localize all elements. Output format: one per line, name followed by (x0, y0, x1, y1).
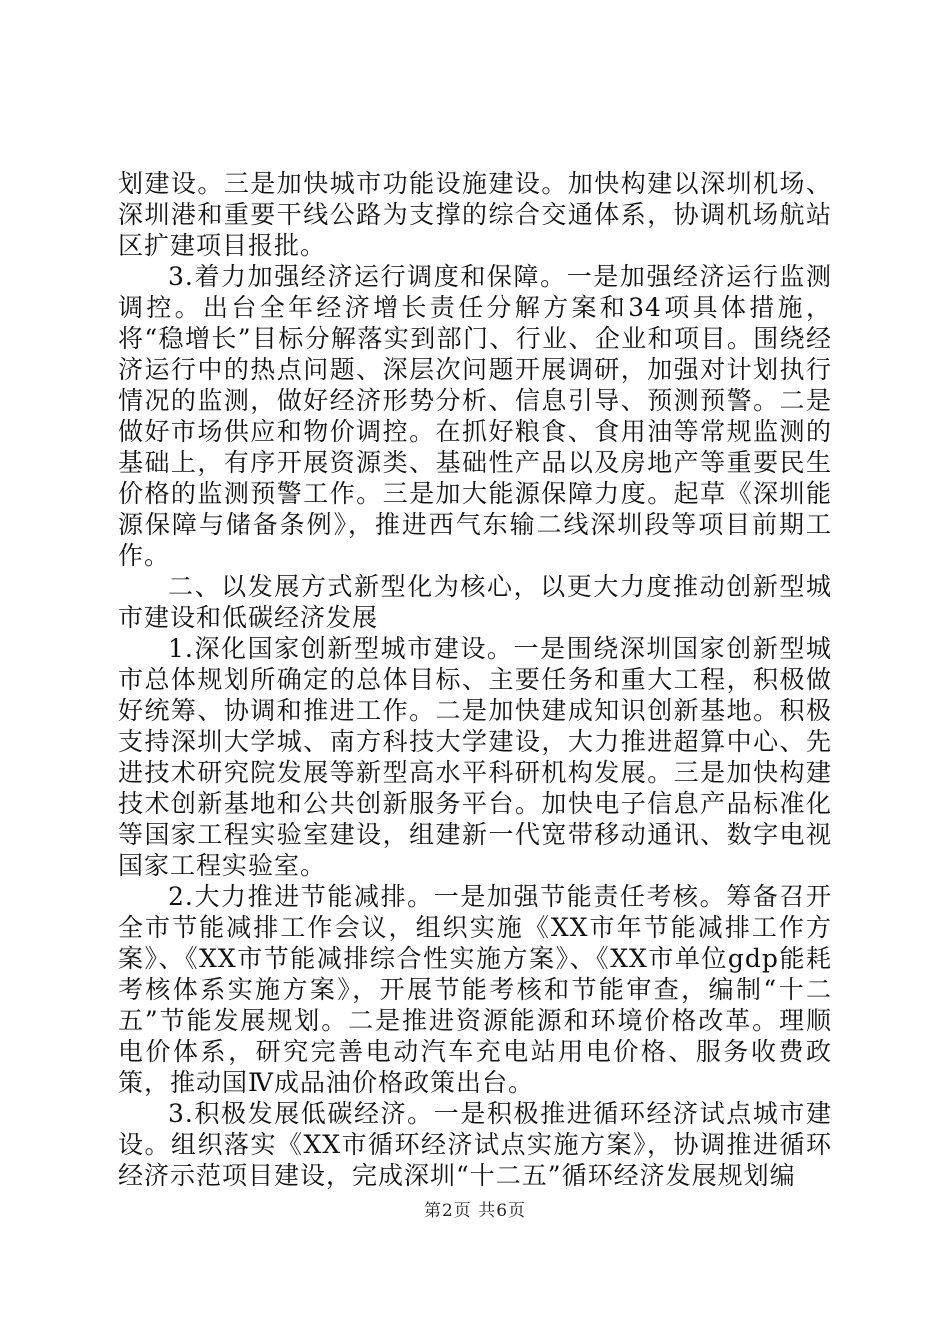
paragraph-continuation: 划建设。三是加快城市功能设施建设。加快构建以深圳机场、深圳港和重要干线公路为支撑的综合交通体系，协调机场航站区扩建项目报批。 (118, 169, 832, 260)
paragraph-economic-operation: 3.着力加强经济运行调度和保障。一是加强经济运行监测调控。出台全年经济增长责任分解方案和34项具体措施，将“稳增长”目标分解落实到部门、行业、企业和项目。围绕经济运行中的热点问题、深层次问题开展调研，加强对计划执行情况的监测，做好经济形势分析、信息引导、预测预警。二是做好市场供应和物价调控。在抓好粮食、食用油等常规监测的基础上，有序开展资源类、基础性产品以及房地产等重要民生价格的监测预警工作。三是加大能源保障力度。起草《深圳能源保障与储备条例》，推进西气东输二线深圳段等项目前期工作。 (118, 262, 832, 570)
paragraph-low-carbon: 3.积极发展低碳经济。一是积极推进循环经济试点城市建设。组织落实《XX市循环经济试点实施方案》，协调推进循环经济示范项目建设，完成深圳“十二五”循环经济发展规划编 (118, 1099, 832, 1190)
section-heading-two: 二、以发展方式新型化为核心，以更大力度推动创新型城市建设和低碳经济发展 (118, 572, 832, 632)
paragraph-innovation-city: 1.深化国家创新型城市建设。一是围绕深圳国家创新型城市总体规划所确定的总体目标、主要任务和重大工程，积极做好统筹、协调和推进工作。二是加快建成知识创新基地。积极支持深圳大学城、南方科技大学建设，大力推进超算中心、先进技术研究院发展等新型高水平科研机构发展。三是加快构建技术创新基地和公共创新服务平台。加快电子信息产品标准化等国家工程实验室建设，组建新一代宽带移动通讯、数字电视国家工程实验室。 (118, 634, 832, 880)
document-body (118, 168, 832, 1191)
paragraph-energy-saving: 2.大力推进节能减排。一是加强节能责任考核。筹备召开全市节能减排工作会议，组织实施《XX市年节能减排工作方案》、《XX市节能减排综合性实施方案》、《XX市单位gdp能耗考核体系实施方案》，开展节能考核和节能审查，编制“十二五”节能发展规划。二是推进资源能源和环境价格改革。理顺电价体系，研究完善电动汽车充电站用电价格、服务收费政策，推动国Ⅳ成品油价格政策出台。 (118, 882, 832, 1097)
page-footer: 第2页 共6页 (423, 1201, 527, 1221)
